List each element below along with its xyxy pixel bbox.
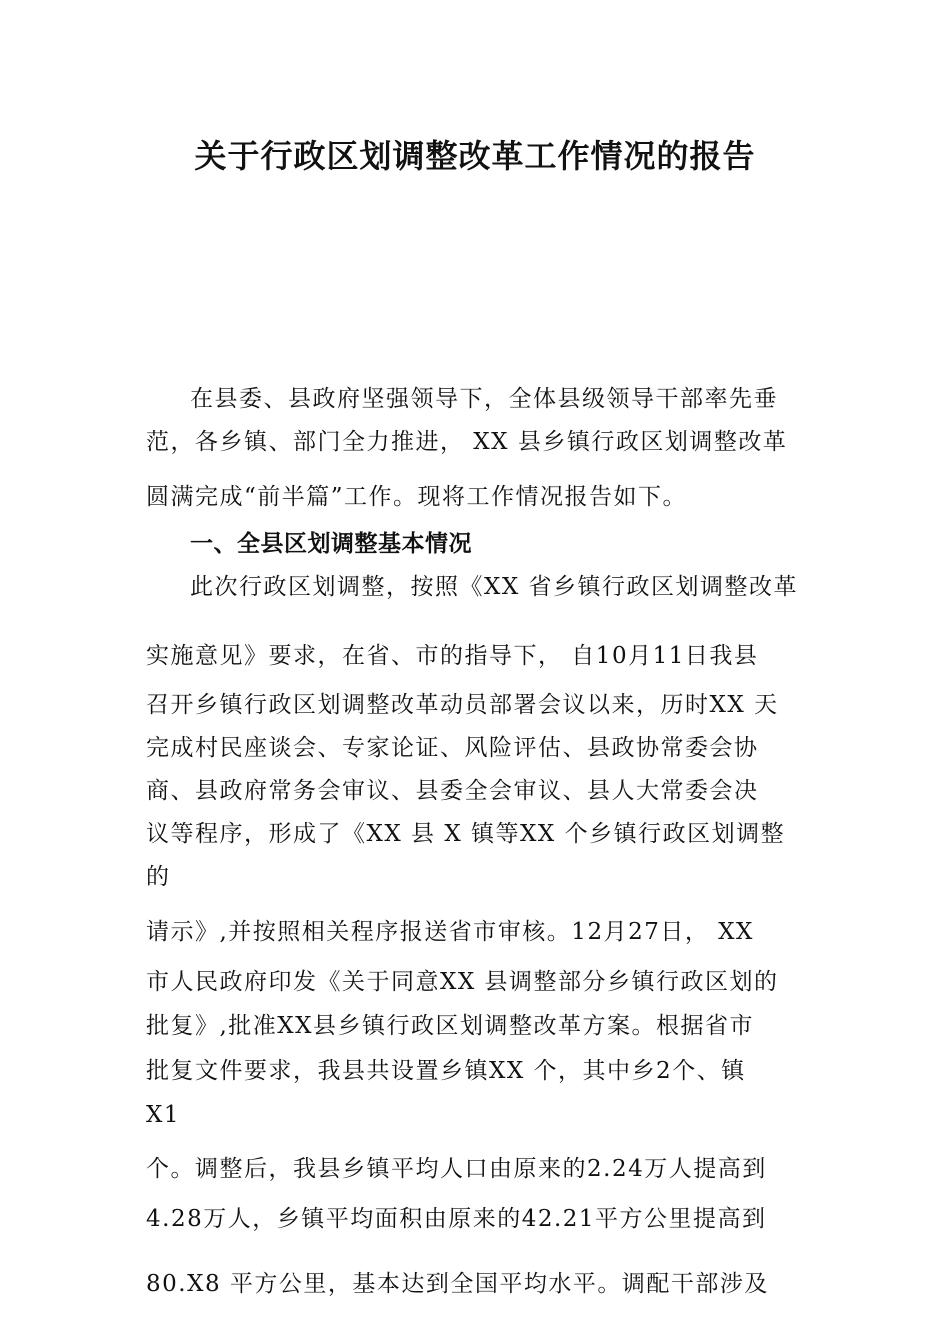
paragraph-line: 实施意见》要求，在省、市的指导下， 自10月11日我县 (146, 643, 759, 669)
paragraph-line: 80.X8 平方公里，基本达到全国平均水平。调配干部涉及 (146, 1271, 769, 1297)
paragraph-line: 个。调整后，我县乡镇平均人口由原来的2.24万人提高到 (146, 1156, 767, 1182)
paragraph-line: 市人民政府印发《关于同意XX 县调整部分乡镇行政区划的 (146, 969, 779, 995)
paragraph-line: 召开乡镇行政区划调整改革动员部署会议以来，历时XX 天 (146, 692, 779, 718)
paragraph-line: 商、县政府常务会审议、县委全会审议、县人大常委会决 (146, 778, 759, 804)
paragraph-line: X1 (146, 1102, 181, 1128)
document-title: 关于行政区划调整改革工作情况的报告 (194, 137, 756, 175)
paragraph-line: 圆满完成“前半篇”工作。现将工作情况报告如下。 (146, 484, 688, 510)
paragraph-line: 范，各乡镇、部门全力推进， XX 县乡镇行政区划调整改革 (146, 429, 788, 455)
paragraph-line: 4.28万人，乡镇平均面积由原来的42.21平方公里提高到 (146, 1206, 767, 1232)
paragraph-line: 的 (146, 864, 171, 890)
paragraph-line: 此次行政区划调整，按照《XX 省乡镇行政区划调整改革 (190, 574, 799, 600)
paragraph-line: 议等程序，形成了《XX 县 X 镇等XX 个乡镇行政区划调整 (146, 821, 786, 847)
paragraph-line: 在县委、县政府坚强领导下，全体县级领导干部率先垂 (190, 386, 778, 412)
paragraph-line: 批复文件要求，我县共设置乡镇XX 个，其中乡2个、镇 (146, 1058, 746, 1084)
paragraph-line: 完成村民座谈会、专家论证、风险评估、县政协常委会协 (146, 735, 759, 761)
section-heading: 一、全县区划调整基本情况 (190, 531, 472, 557)
paragraph-line: 批复》,批准XX县乡镇行政区划调整改革方案。根据省市 (146, 1013, 755, 1039)
paragraph-line: 请示》,并按照相关程序报送省市审核。12月27日， XX (146, 919, 754, 945)
